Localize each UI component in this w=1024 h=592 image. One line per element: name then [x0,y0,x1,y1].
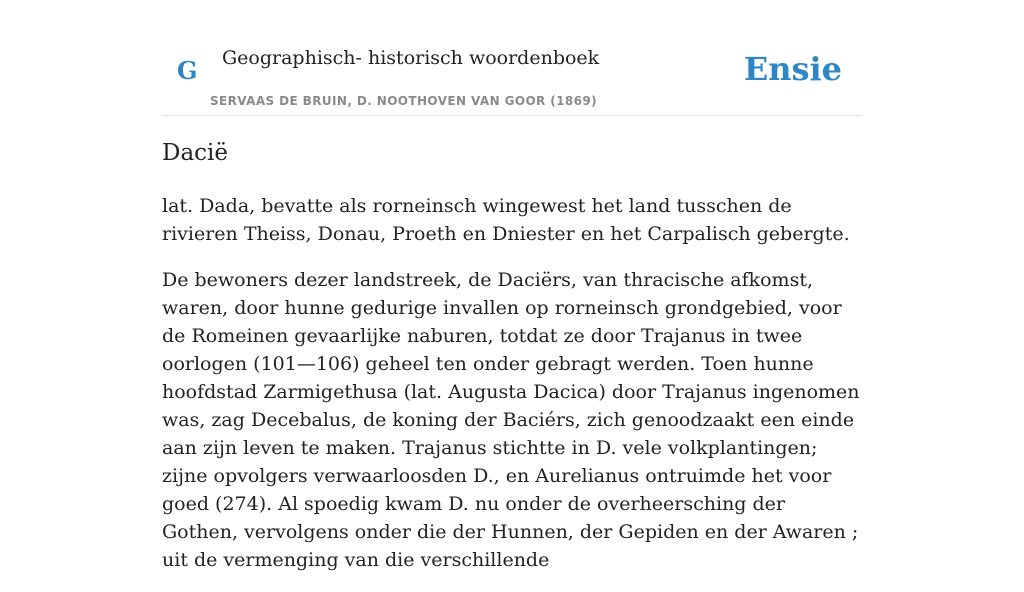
book-title-link[interactable]: Geographisch- historisch woordenboek [222,47,600,69]
entry-paragraph: De bewoners dezer landstreek, de Daciërs, van thracische afkomst, waren, door hunne gedurige invallen op rorneinsch grondgebied, voor de Romeinen gevaarlijke naburen, totdat ze door Trajanus in twee oorlogen (101—106) geheel ten onder gebragt werden. Toen hunne hoofdstad Zarmigethusa (lat. Augusta Dacica) door Trajanus ingenomen was, zag Decebalus, de koning der Baciérs, zich genoodzaakt een einde aan zijn leven te maken. Trajanus stichtte in D. vele volkplantingen; zijne opvolgers verwaarloosden D., en Aurelianus ontruimde het voor goed (274). Al spoedig kwam D. nu onder de overheersching der Gothen, vervolgens onder die der Hunnen, der Gepiden en der Awaren ; uit de vermenging van die verschillende [162,269,860,571]
book-authors: SERVAAS DE BRUIN, D. NOOTHOVEN VAN GOOR (1869) [210,94,598,108]
entry-title: Dacië [162,140,229,166]
entry-body [162,192,862,592]
ensie-logo-link[interactable]: Ensie [743,50,842,88]
book-letter-icon[interactable]: G [177,56,198,85]
entry-paragraph: lat. Dada, bevatte als rorneinsch wingewest het land tusschen de rivieren Theiss, Donau, Proeth en Dniester en het Carpalisch gebergte. [162,195,850,245]
book-header [162,40,862,116]
